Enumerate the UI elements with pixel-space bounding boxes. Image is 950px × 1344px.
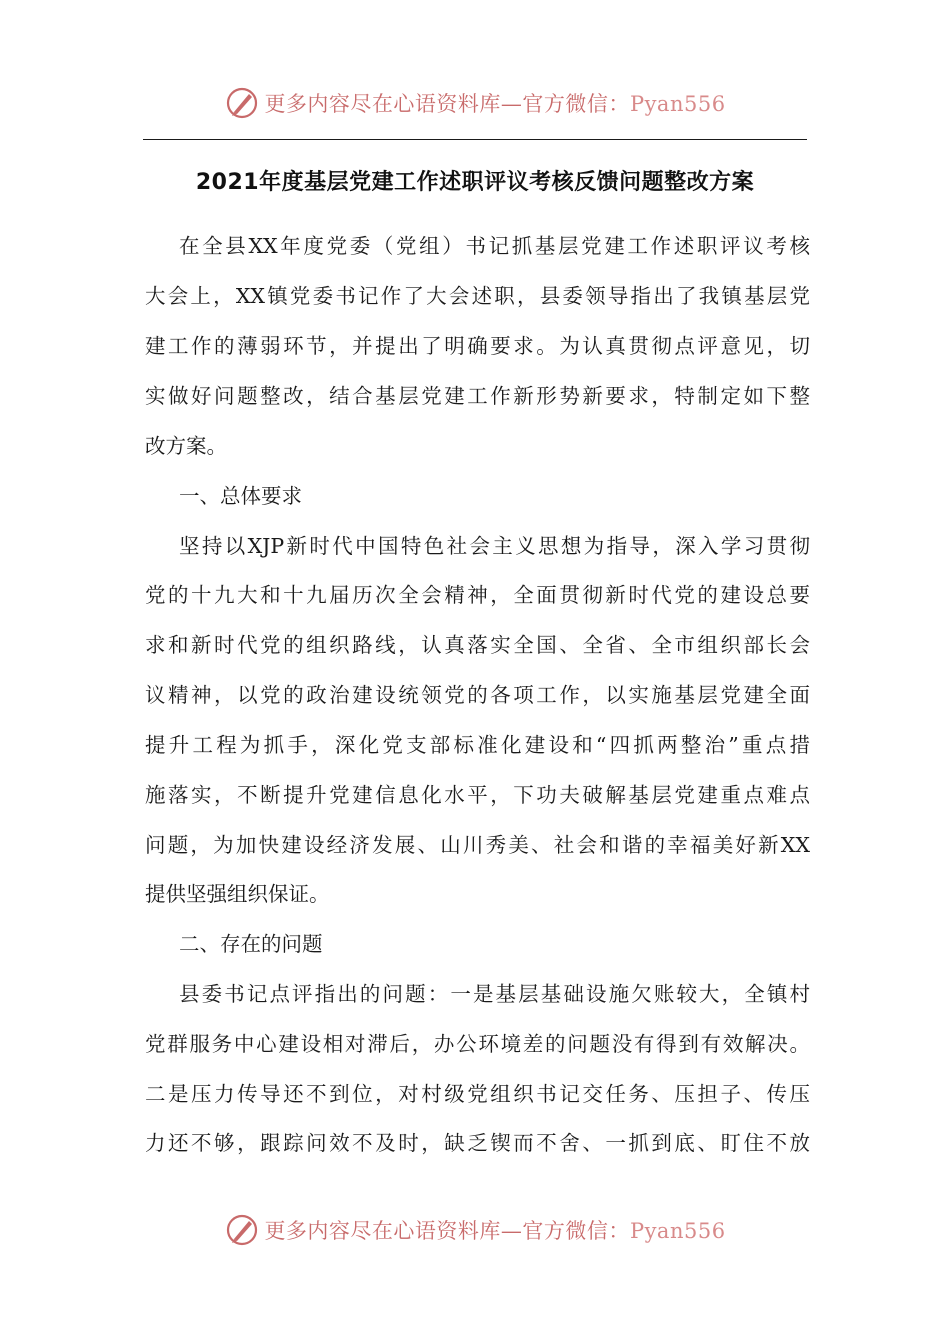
body-line: 党群服务中心建设相对滞后，办公环境差的问题没有得到有效解决。: [145, 1032, 810, 1056]
watermark-banner-top: [0, 80, 950, 126]
body-line: 坚持以XJP新时代中国特色社会主义思想为指导，深入学习贯彻: [179, 534, 810, 558]
body-line: 提升工程为抓手，深化党支部标准化建设和“四抓两整治”重点措: [145, 733, 810, 757]
body-line: 改方案。: [145, 434, 227, 458]
body-line: 议精神，以党的政治建设统领党的各项工作，以实施基层党建全面: [145, 683, 810, 707]
body-line: 力还不够，跟踪问效不及时，缺乏锲而不舍、一抓到底、盯住不放: [145, 1131, 810, 1155]
document-title: 2021年度基层党建工作述职评议考核反馈问题整改方案: [195, 170, 755, 195]
body-line: 县委书记点评指出的问题：一是基层基础设施欠账较大，全镇村: [179, 982, 810, 1006]
quill-logo-icon: [224, 1212, 260, 1248]
watermark-text: 更多内容尽在心语资料库—官方微信：Pyan556: [264, 1219, 726, 1243]
body-line: 求和新时代党的组织路线，认真落实全国、全省、全市组织部长会: [145, 633, 810, 657]
body-line: 大会上，XX镇党委书记作了大会述职，县委领导指出了我镇基层党: [145, 284, 810, 308]
watermark-text: 更多内容尽在心语资料库—官方微信：Pyan556: [264, 92, 726, 116]
section-heading: 二、存在的问题: [179, 932, 323, 956]
body-line: 建工作的薄弱环节，并提出了明确要求。为认真贯彻点评意见，切: [145, 334, 810, 358]
section-heading: 一、总体要求: [179, 484, 302, 508]
header-rule: [143, 139, 807, 140]
body-line: 提供坚强组织保证。: [145, 882, 330, 906]
watermark-banner-bottom: [0, 1207, 950, 1253]
body-line: 实做好问题整改，结合基层党建工作新形势新要求，特制定如下整: [145, 384, 810, 408]
quill-logo-icon: [224, 85, 260, 121]
body-line: 问题，为加快建设经济发展、山川秀美、社会和谐的幸福美好新XX: [145, 833, 810, 857]
body-line: 在全县XX年度党委（党组）书记抓基层党建工作述职评议考核: [179, 234, 810, 258]
body-line: 二是压力传导还不到位，对村级党组织书记交任务、压担子、传压: [145, 1082, 810, 1106]
body-line: 施落实，不断提升党建信息化水平，下功夫破解基层党建重点难点: [145, 783, 810, 807]
body-line: 党的十九大和十九届历次全会精神，全面贯彻新时代党的建设总要: [145, 583, 810, 607]
